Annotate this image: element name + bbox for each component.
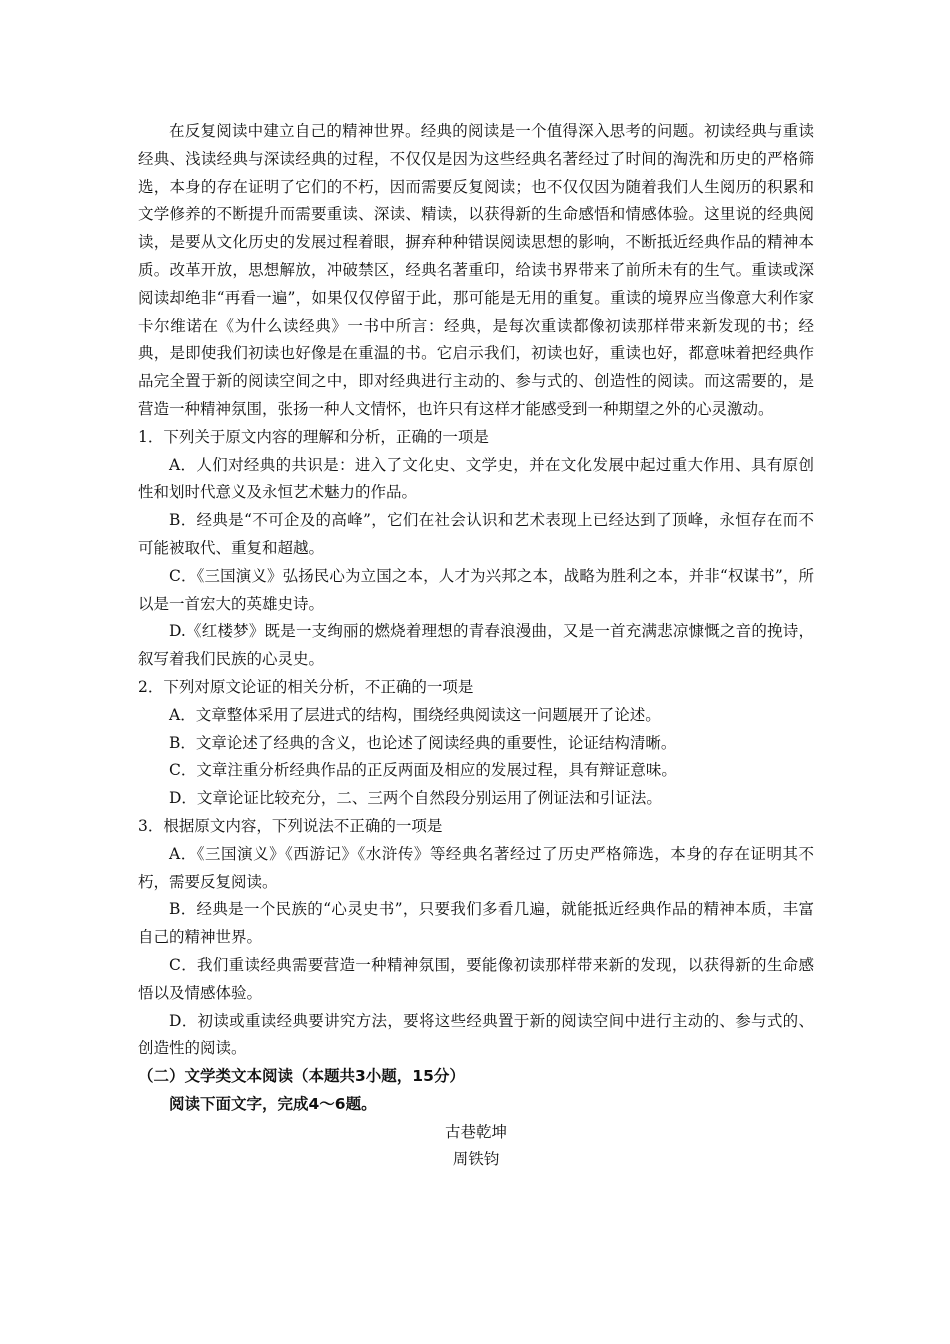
option-a: A．文章整体采用了层进式的结构，围绕经典阅读这一问题展开了论述。 (169, 705, 661, 724)
question-stem: 3．根据原文内容，下列说法不正确的一项是 (138, 816, 443, 835)
question-2 (138, 674, 814, 813)
exam-page (138, 118, 814, 1174)
option-a: A．《三国演义》《西游记》《水浒传》等经典名著经过了历史严格筛选，本身的存在证明其不朽，需要反复阅读。 (138, 844, 814, 891)
option-c: C．文章注重分析经典作品的正反两面及相应的发展过程，具有辩证意味。 (169, 761, 677, 780)
question-1 (138, 424, 814, 674)
option-c: C．《三国演义》弘扬民心为立国之本，人才为兴邦之本，战略为胜利之本，并非“权谋书”，所以是一首宏大的英雄史诗。 (138, 566, 814, 613)
option-b: B．经典是“不可企及的高峰”，它们在社会认识和艺术表现上已经达到了顶峰，永恒存在而不可能被取代、重复和超越。 (138, 511, 814, 557)
option-b: B．经典是一个民族的“心灵史书”，只要我们多看几遍，就能抵近经典作品的精神本质，丰富自己的精神世界。 (138, 900, 814, 947)
story-title: 古巷乾坤 (444, 1122, 507, 1141)
question-stem: 2．下列对原文论证的相关分析，不正确的一项是 (138, 677, 474, 696)
option-a: A．人们对经典的共识是：进入了文化史、文学史，并在文化发展中起过重大作用、具有原创性和划时代意义及永恒艺术魅力的作品。 (138, 455, 814, 502)
option-d: D．初读或重读经典要讲究方法，要将这些经典置于新的阅读空间中进行主动的、参与式的、创造性的阅读。 (138, 1011, 814, 1058)
section-heading: （二）文学类文本阅读（本题共3小题，15分） (138, 1067, 465, 1086)
option-d: D．文章论证比较充分，二、三两个自然段分别运用了例证法和引证法。 (169, 789, 662, 808)
option-c: C．我们重读经典需要营造一种精神氛围，要能像初读那样带来新的发现，以获得新的生命感悟以及情感体验。 (138, 955, 814, 1002)
story-author: 周铁钧 (452, 1150, 500, 1169)
section-instruction: 阅读下面文字，完成4～6题。 (169, 1094, 377, 1113)
option-b: B．文章论述了经典的含义，也论述了阅读经典的重要性，论证结构清晰。 (169, 733, 677, 752)
question-stem: 1．下列关于原文内容的理解和分析，正确的一项是 (138, 427, 489, 446)
question-3 (138, 813, 814, 1063)
passage-paragraph: 在反复阅读中建立自己的精神世界。经典的阅读是一个值得深入思考的问题。初读经典与重读经典、浅读经典与深读经典的过程，不仅仅是因为这些经典名著经过了时间的淘洗和历史的严格筛选，本身的存在证明了它们的不朽，因而需要反复阅读；也不仅仅因为随着我们人生阅历的积累和文学修养的不断提升而需要重读、深读、精读，以获得新的生命感悟和情感体验。这里说的经典阅读，是要从文化历史的发展过程着眼，摒弃种种错误阅读思想的影响，不断抵近经典作品的精神本质。改革开放，思想解放，冲破禁区，经典名著重印，给读书界带来了前所未有的生气。重读或深阅读却绝非“再看一遍”，如果仅仅停留于此，那可能是无用的重复。重读的境界应当像意大利作家卡尔维诺在《为什么读经典》一书中所言：经典，是每次重读都像初读那样带来新发现的书；经典，是即使我们初读也好像是在重温的书。它启示我们，初读也好，重读也好，都意味着把经典作品完全置于新的阅读空间之中，即对经典进行主动的、参与式的、创造性的阅读。而这需要的，是营造一种精神氛围，张扬一种人文情怀，也许只有这样才能感受到一种期望之外的心灵激动。 (138, 122, 814, 418)
option-d: D.《红楼梦》既是一支绚丽的燃烧着理想的青春浪漫曲，又是一首充满悲凉慷慨之音的挽诗，叙写着我们民族的心灵史。 (138, 622, 814, 669)
